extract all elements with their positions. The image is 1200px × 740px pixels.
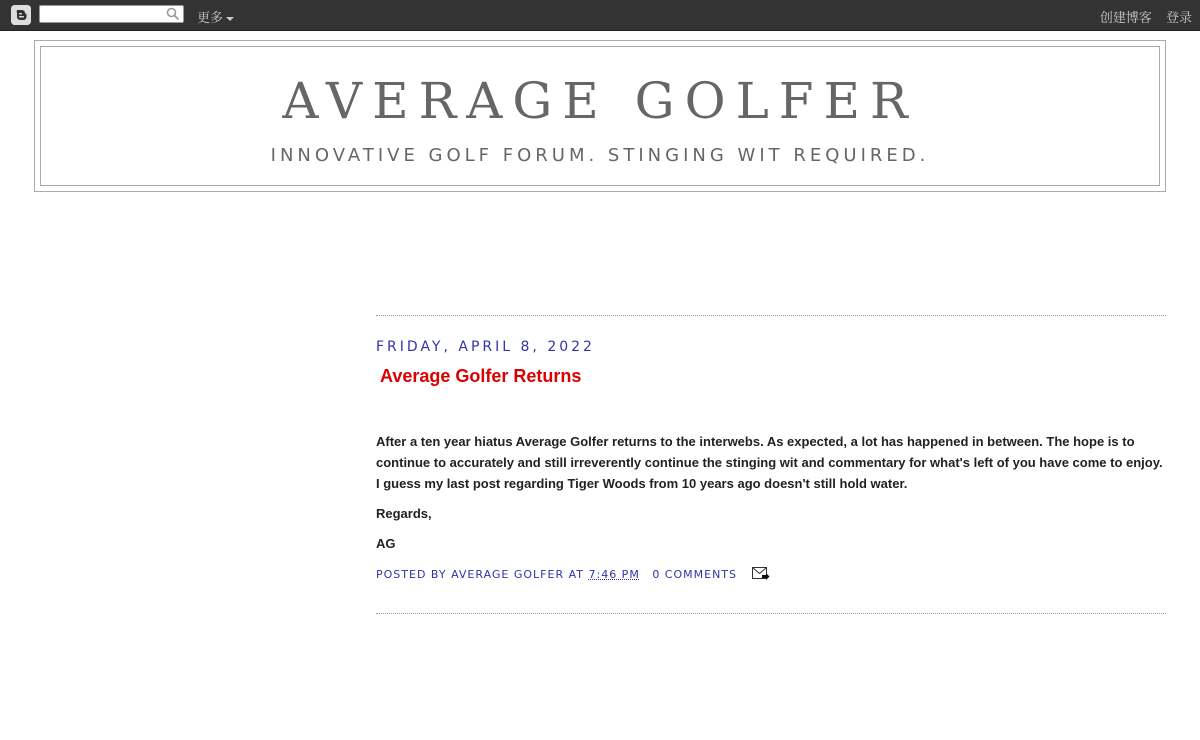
search-input[interactable] — [40, 7, 168, 23]
post-title-link[interactable]: Average Golfer Returns — [380, 366, 582, 386]
post-body — [376, 431, 1166, 554]
post-footer — [376, 567, 770, 583]
post-paragraph: After a ten year hiatus Average Golfer returns to the interwebs. As expected, a lot has happened in between. The hope is to continue to accurately and still irreverently continue the stinging wit and commentary for what's left of you have come to enjoy. I guess my last post regarding Tiger Woods from 10 years ago doesn't still hold water. — [376, 434, 1163, 491]
blog-header — [34, 40, 1166, 192]
more-label: 更多 — [197, 11, 224, 26]
search-icon[interactable] — [166, 7, 180, 26]
post-date: FRIDAY, APRIL 8, 2022 — [376, 339, 595, 355]
top-divider — [376, 315, 1166, 316]
site-description: INNOVATIVE GOLF FORUM. STINGING WIT REQUIRED. — [270, 145, 930, 166]
nav-right-links — [1090, 7, 1192, 26]
posted-by-text: POSTED BY AVERAGE GOLFER AT — [376, 568, 584, 581]
more-menu-button[interactable] — [197, 7, 234, 26]
blog-header-inner — [40, 46, 1160, 186]
post-paragraph: Regards, — [376, 506, 432, 521]
login-link[interactable]: 登录 — [1165, 11, 1192, 26]
search-box[interactable] — [39, 5, 184, 23]
email-post-icon[interactable] — [752, 567, 770, 583]
post-time-link[interactable]: 7:46 PM — [588, 568, 640, 581]
post-paragraph: AG — [376, 536, 396, 551]
chevron-down-icon — [226, 17, 234, 21]
bottom-divider — [376, 613, 1166, 614]
site-title[interactable]: AVERAGE GOLFER — [282, 72, 918, 130]
create-blog-link[interactable]: 创建博客 — [1099, 11, 1152, 26]
comments-link[interactable]: 0 COMMENTS — [652, 568, 738, 581]
top-navbar — [0, 0, 1200, 31]
blogger-logo-icon[interactable] — [11, 5, 31, 25]
